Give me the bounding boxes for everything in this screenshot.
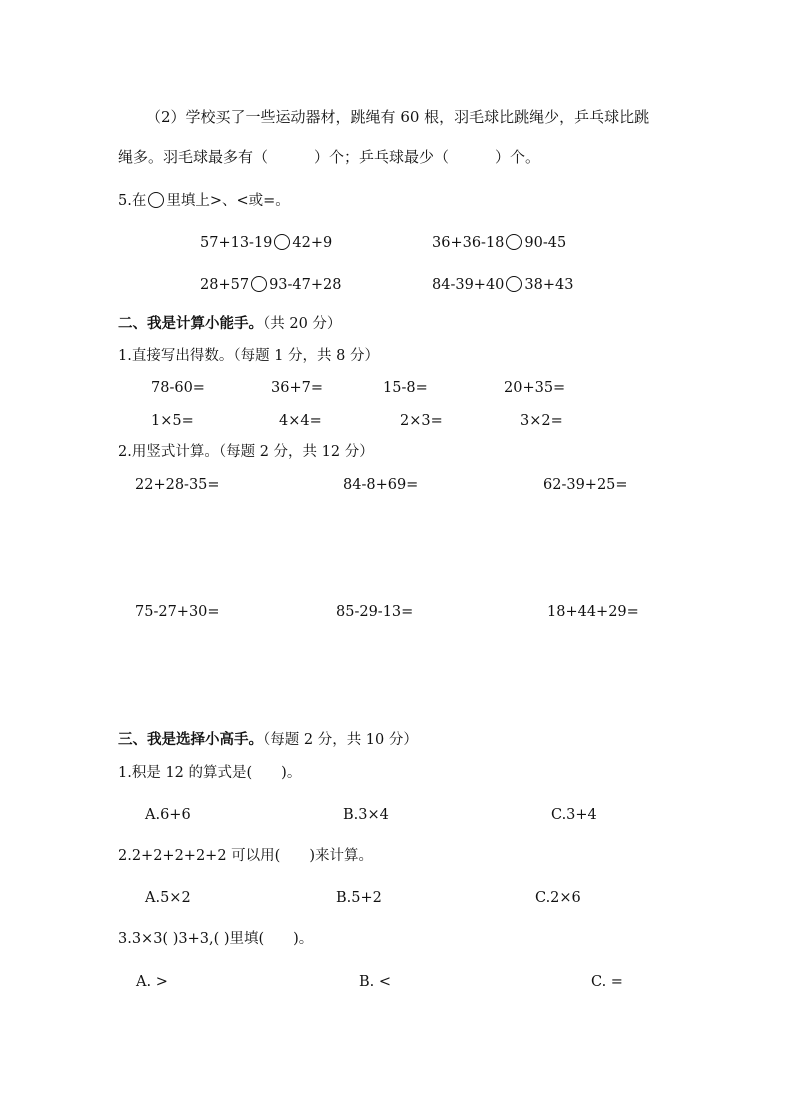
problem-4-2-line1: （2）学校买了一些运动器材，跳绳有 60 根，羽毛球比跳绳少，乒乓球比跳 bbox=[146, 108, 650, 126]
compare-left: 36+36-18 bbox=[432, 235, 505, 251]
vertical-calc-item: 22+28-35= bbox=[135, 477, 220, 493]
s3-q1-title: 1.积是 12 的算式是( )。 bbox=[118, 765, 302, 781]
oral-calc-item: 36+7= bbox=[271, 380, 323, 396]
choice-option-c[interactable]: C. = bbox=[591, 974, 623, 990]
vertical-calc-item: 85-29-13= bbox=[336, 604, 414, 620]
compare-item-1 bbox=[200, 234, 332, 251]
compare-circle[interactable] bbox=[506, 276, 522, 292]
compare-right: 93-47+28 bbox=[269, 277, 342, 293]
oral-calc-item: 3×2= bbox=[520, 413, 563, 429]
oral-calc-item: 1×5= bbox=[151, 413, 194, 429]
vertical-calc-item: 84-8+69= bbox=[343, 477, 419, 493]
choice-option-c[interactable]: C.3+4 bbox=[551, 807, 597, 823]
choice-option-b[interactable]: B.5+2 bbox=[336, 890, 382, 906]
compare-item-2 bbox=[432, 234, 566, 251]
compare-item-3 bbox=[200, 276, 341, 293]
problem-4-2-line2-a: 绳多。羽毛球最多有（ bbox=[118, 148, 269, 166]
vertical-calc-item: 18+44+29= bbox=[547, 604, 639, 620]
oral-calc-item: 2×3= bbox=[400, 413, 443, 429]
oral-calc-item: 78-60= bbox=[151, 380, 205, 396]
q5-title bbox=[118, 192, 290, 209]
compare-item-4 bbox=[432, 276, 573, 293]
oral-calc-item: 4×4= bbox=[279, 413, 322, 429]
choice-option-a[interactable]: A.6+6 bbox=[145, 807, 191, 823]
problem-4-2-line2 bbox=[118, 150, 540, 165]
s2-q1-title: 1.直接写出得数。（每题 1 分，共 8 分） bbox=[118, 348, 379, 364]
compare-right: 42+9 bbox=[292, 235, 333, 251]
compare-circle[interactable] bbox=[274, 234, 290, 250]
choice-option-a[interactable]: A.5×2 bbox=[145, 890, 191, 906]
q5-title-a: 5.在 bbox=[118, 193, 147, 209]
oral-calc-item: 20+35= bbox=[504, 380, 566, 396]
compare-left: 57+13-19 bbox=[200, 235, 273, 251]
s2-q2-title: 2.用竖式计算。（每题 2 分，共 12 分） bbox=[118, 444, 374, 460]
vertical-calc-item: 75-27+30= bbox=[135, 604, 220, 620]
q5-title-b: 里填上>、<或=。 bbox=[166, 193, 290, 209]
problem-4-2-line2-b: ）个；乒乓球最少（ bbox=[314, 148, 450, 166]
compare-right: 38+43 bbox=[524, 277, 574, 293]
section-2-title: 二、我是计算小能手。 bbox=[118, 315, 263, 332]
section-3-title: 三、我是选择小高手。 bbox=[118, 731, 263, 748]
choice-option-c[interactable]: C.2×6 bbox=[535, 890, 581, 906]
vertical-calc-item: 62-39+25= bbox=[543, 477, 628, 493]
s3-q2-title: 2.2+2+2+2+2 可以用( )来计算。 bbox=[118, 848, 373, 864]
compare-circle[interactable] bbox=[506, 234, 522, 250]
circle-icon bbox=[148, 192, 164, 208]
choice-option-a[interactable]: A. > bbox=[136, 974, 168, 990]
section-2-score: （共 20 分） bbox=[263, 316, 342, 332]
choice-option-b[interactable]: B.3×4 bbox=[343, 807, 389, 823]
compare-left: 28+57 bbox=[200, 277, 250, 293]
s3-q3-title: 3.3×3( )3+3,( )里填( )。 bbox=[118, 931, 314, 947]
compare-right: 90-45 bbox=[524, 235, 567, 251]
compare-left: 84-39+40 bbox=[432, 277, 505, 293]
oral-calc-item: 15-8= bbox=[383, 380, 428, 396]
section-3-score: （每题 2 分，共 10 分） bbox=[263, 732, 418, 748]
compare-circle[interactable] bbox=[251, 276, 267, 292]
choice-option-b[interactable]: B. < bbox=[359, 974, 392, 990]
section-2-heading bbox=[118, 317, 341, 332]
section-3-heading bbox=[118, 733, 418, 748]
problem-4-2-line2-c: ）个。 bbox=[495, 148, 541, 166]
